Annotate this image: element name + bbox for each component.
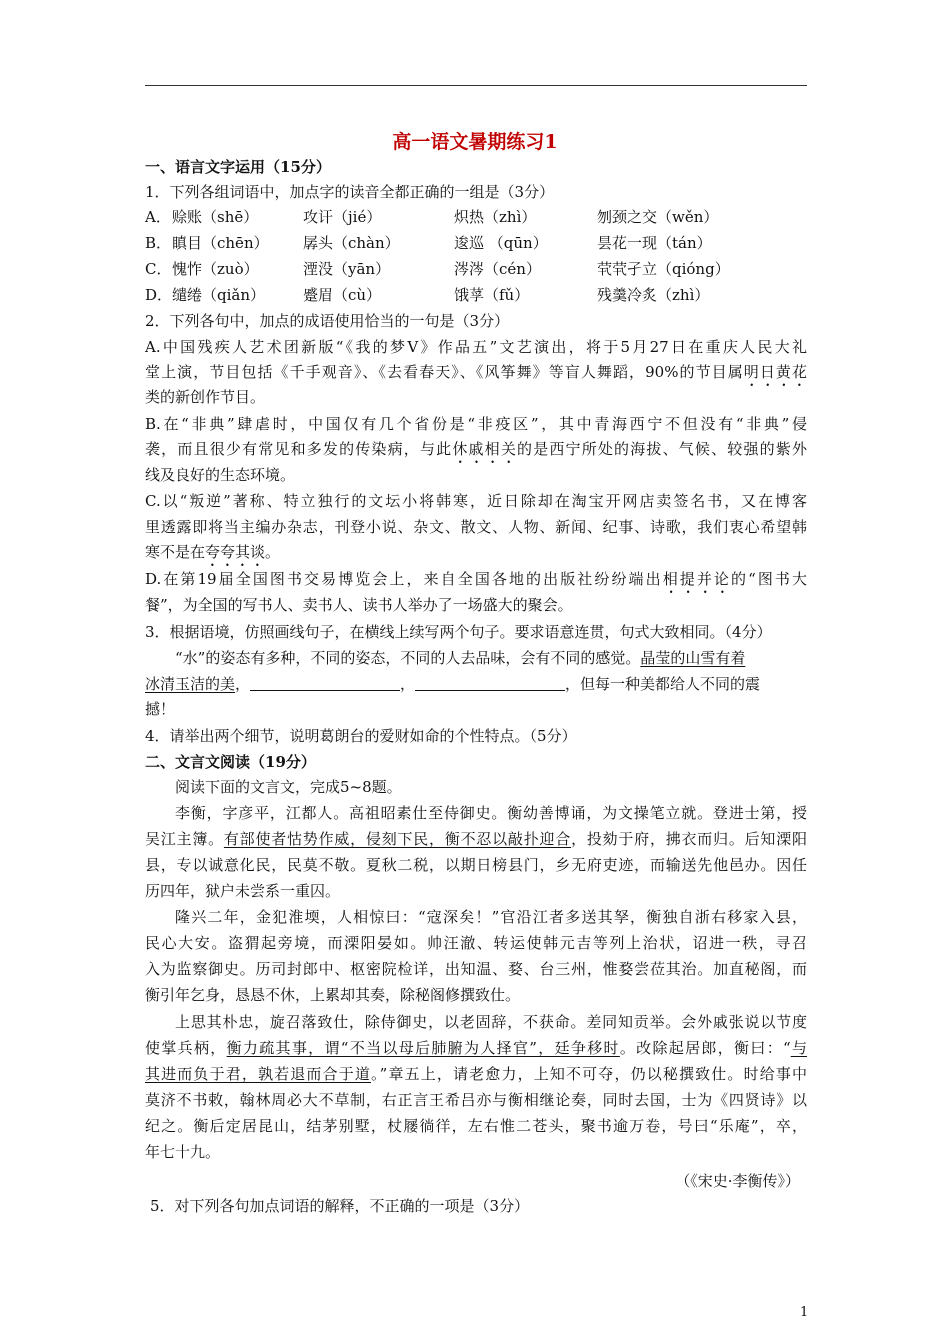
answer-blank-1[interactable]	[250, 676, 400, 691]
option-item: 刎颈之交（wěn）	[597, 208, 719, 226]
passage-p3-line5: 纪之。衡后定居昆山，结茅别墅，杖屦徜徉，左右惟二苍头，聚书逾万卷，号曰“乐庵”，卒，	[145, 1117, 807, 1135]
passage-p3-line4: 莫济不书敕，翰林周必大不草制，右正言王希吕亦与衡相继论奏，同时去国，士为《四贤诗》以	[145, 1091, 807, 1109]
answer-blank-2[interactable]	[415, 676, 565, 691]
option-item: 茕茕孑立（qióng）	[597, 260, 730, 278]
q2-option-c-line3: 寒不是在夸夸其谈。	[145, 543, 281, 561]
option-item: 饿莩（fǔ）	[454, 286, 530, 304]
page-title: 高一语文暑期练习1	[392, 131, 558, 153]
passage-p1-line4: 历四年，狱户未尝系一重囚。	[145, 882, 341, 900]
passage-p2-line3: 入为监察御史。历司封郎中、枢密院检详，出知温、婺、台三州，惟婺尝莅其治。加直秘阁，而	[145, 960, 807, 978]
option-item: 昙花一现（tán）	[597, 234, 712, 252]
passage-p1-line2: 吴江主簿。有部使者怙势作威，侵刻下民，衡不忍以敲扑迎合，投劾于府，拂衣而归。后知溧阳	[145, 830, 807, 848]
q2-option-a-line1: A.中国残疾人艺术团新版“《我的梦Ⅴ》作品五”文艺演出，将于5月27日在重庆人民大礼	[145, 338, 807, 356]
question-2: 2．下列各句中，加点的成语使用恰当的一句是（3分）	[145, 312, 510, 330]
q2-option-b-line2: 袭，而且很少有常见和多发的传染病，与此休戚相关的是西宁所处的海拔、气候、较强的紫外	[145, 440, 807, 458]
option-item: 攻讦（jié）	[303, 208, 382, 226]
option-item: 赊账（shē）	[172, 208, 259, 226]
q2-option-a-line3: 类的新创作节目。	[145, 388, 266, 406]
option-item: 逡巡 （qūn）	[454, 234, 548, 252]
q2-option-a-line2: 堂上演，节目包括《千手观音》、《去看春天》、《风筝舞》等盲人舞蹈，90%的节目属明日黄花	[145, 363, 807, 381]
passage-source: （《宋史·李衡传》）	[675, 1172, 800, 1190]
idiom-xiangti-binglun: 相提并论	[662, 570, 731, 588]
question-1: 1．下列各组词语中，加点字的读音全都正确的一组是（3分）	[145, 183, 555, 201]
option-item: 湮没（yān）	[303, 260, 391, 278]
option-item: 瞋目（chēn）	[172, 234, 269, 252]
q2-option-b-line3: 线及良好的生态环境。	[145, 466, 296, 484]
idiom-xiuqi-xiangguan: 休戚相关	[452, 440, 518, 458]
q2-option-c-line1: C.以“叛逆”著称、特立独行的文坛小将韩寒，近日除却在淘宝开网店卖签名书，又在博客	[145, 492, 807, 510]
option-label: A．	[145, 208, 171, 226]
idiom-mingri-huanghua: 明日黄花	[743, 363, 807, 381]
header-rule	[145, 85, 807, 86]
passage-p1-line1: 李衡，字彦平，江都人。高祖昭素仕至侍御史。衡幼善博诵，为文操笔立就。登进士第，授	[175, 804, 807, 822]
passage-p2-line1: 隆兴二年，金犯淮堧，人相惊曰：“寇深矣！”官沿江者多送其孥，衡独自浙右移家入县，	[175, 908, 807, 926]
passage-p2-line2: 民心大安。盗猬起旁境，而溧阳晏如。帅汪澈、转运使韩元吉等列上治状，诏进一秩，寻召	[145, 934, 807, 952]
q3-underlined-sentence: 晶莹的山雪有着	[640, 649, 746, 667]
option-label: C．	[145, 260, 172, 278]
passage-underline-2: 衡力疏其事，谓“不当以母后肺腑为人择官”，廷争移时	[226, 1039, 620, 1057]
option-item: 愧怍（zuò）	[172, 260, 259, 278]
option-item: 炽热（zhì）	[454, 208, 537, 226]
q3-context-line2: 冰清玉洁的美， ， ，但每一种美都给人不同的震	[145, 675, 761, 693]
passage-p3-line3: 其进而负于君，孰若退而合于道。”章五上，请老愈力，上知不可夺，仍以秘撰致仕。时给事中	[145, 1065, 807, 1083]
option-item: 残羹冷炙（zhì）	[597, 286, 710, 304]
q2-option-b-line1: B.在“非典”肆虐时，中国仅有几个省份是“非疫区”，其中青海西宁不但没有“非典”侵	[145, 415, 807, 433]
passage-underline-3: 其进而负于君，孰若退而合于道	[145, 1065, 371, 1083]
page-number: 1	[800, 1305, 809, 1320]
option-item: 孱头（chàn）	[303, 234, 400, 252]
passage-p1-line3: 县，专以诚意化民，民莫不敬。夏秋二税，以期日榜县门，乡无府吏迹，而输送先他邑办。因任	[145, 856, 807, 874]
option-item: 涔涔（cén）	[454, 260, 541, 278]
q2-option-d-line2: 餐”，为全国的写书人、卖书人、读书人举办了一场盛大的聚会。	[145, 596, 573, 614]
passage-p2-line4: 衡引年乞身，恳恳不休，上累却其奏，除秘阁修撰致仕。	[145, 986, 521, 1004]
passage-underline-1: 有部使者怙势作威，侵刻下民，衡不忍以敲扑迎合	[223, 830, 572, 848]
question-3: 3．根据语境，仿照画线句子，在横线上续写两个句子。要求语意连贯，句式大致相同。（4分）	[145, 623, 772, 641]
section-1-heading: 一、语言文字运用（15分）	[145, 158, 331, 176]
q2-option-c-line2: 里透露即将当主编办杂志，刊登小说、杂文、散文、人物、新闻、纪事、诗歌，我们衷心希望韩	[145, 518, 807, 536]
passage-p3-line2: 使掌兵柄，衡力疏其事，谓“不当以母后肺腑为人择官”，廷争移时。改除起居郎，衡曰：“与	[145, 1039, 808, 1057]
q2-option-d-line1: D.在第19届全国图书交易博览会上，来自全国各地的出版社纷纷端出相提并论的“图书大	[145, 570, 807, 588]
option-label: B．	[145, 234, 172, 252]
idiom-kuakua-qitan: 夸夸其谈	[205, 543, 266, 561]
passage-p3-line6: 年七十九。	[145, 1143, 221, 1161]
question-4: 4．请举出两个细节，说明葛朗台的爱财如命的个性特点。（5分）	[145, 727, 577, 745]
q3-context-line1: “水”的姿态有多种，不同的姿态，不同的人去品味，会有不同的感觉。晶莹的山雪有着	[175, 649, 746, 667]
option-label: D．	[145, 286, 173, 304]
passage-p3-line1: 上思其朴忠，旋召落致仕，除侍御史，以老固辞，不获命。差同知贡举。会外戚张说以节度	[175, 1013, 807, 1031]
option-item: 缱绻（qiǎn）	[172, 286, 266, 304]
q3-context-line3: 撼！	[145, 700, 176, 718]
passage-intro: 阅读下面的文言文，完成5~8题。	[175, 778, 402, 796]
option-item: 蹙眉（cù）	[303, 286, 382, 304]
section-2-heading: 二、文言文阅读（19分）	[145, 753, 316, 771]
question-5: 5．对下列各句加点词语的解释，不正确的一项是（3分）	[150, 1197, 530, 1215]
